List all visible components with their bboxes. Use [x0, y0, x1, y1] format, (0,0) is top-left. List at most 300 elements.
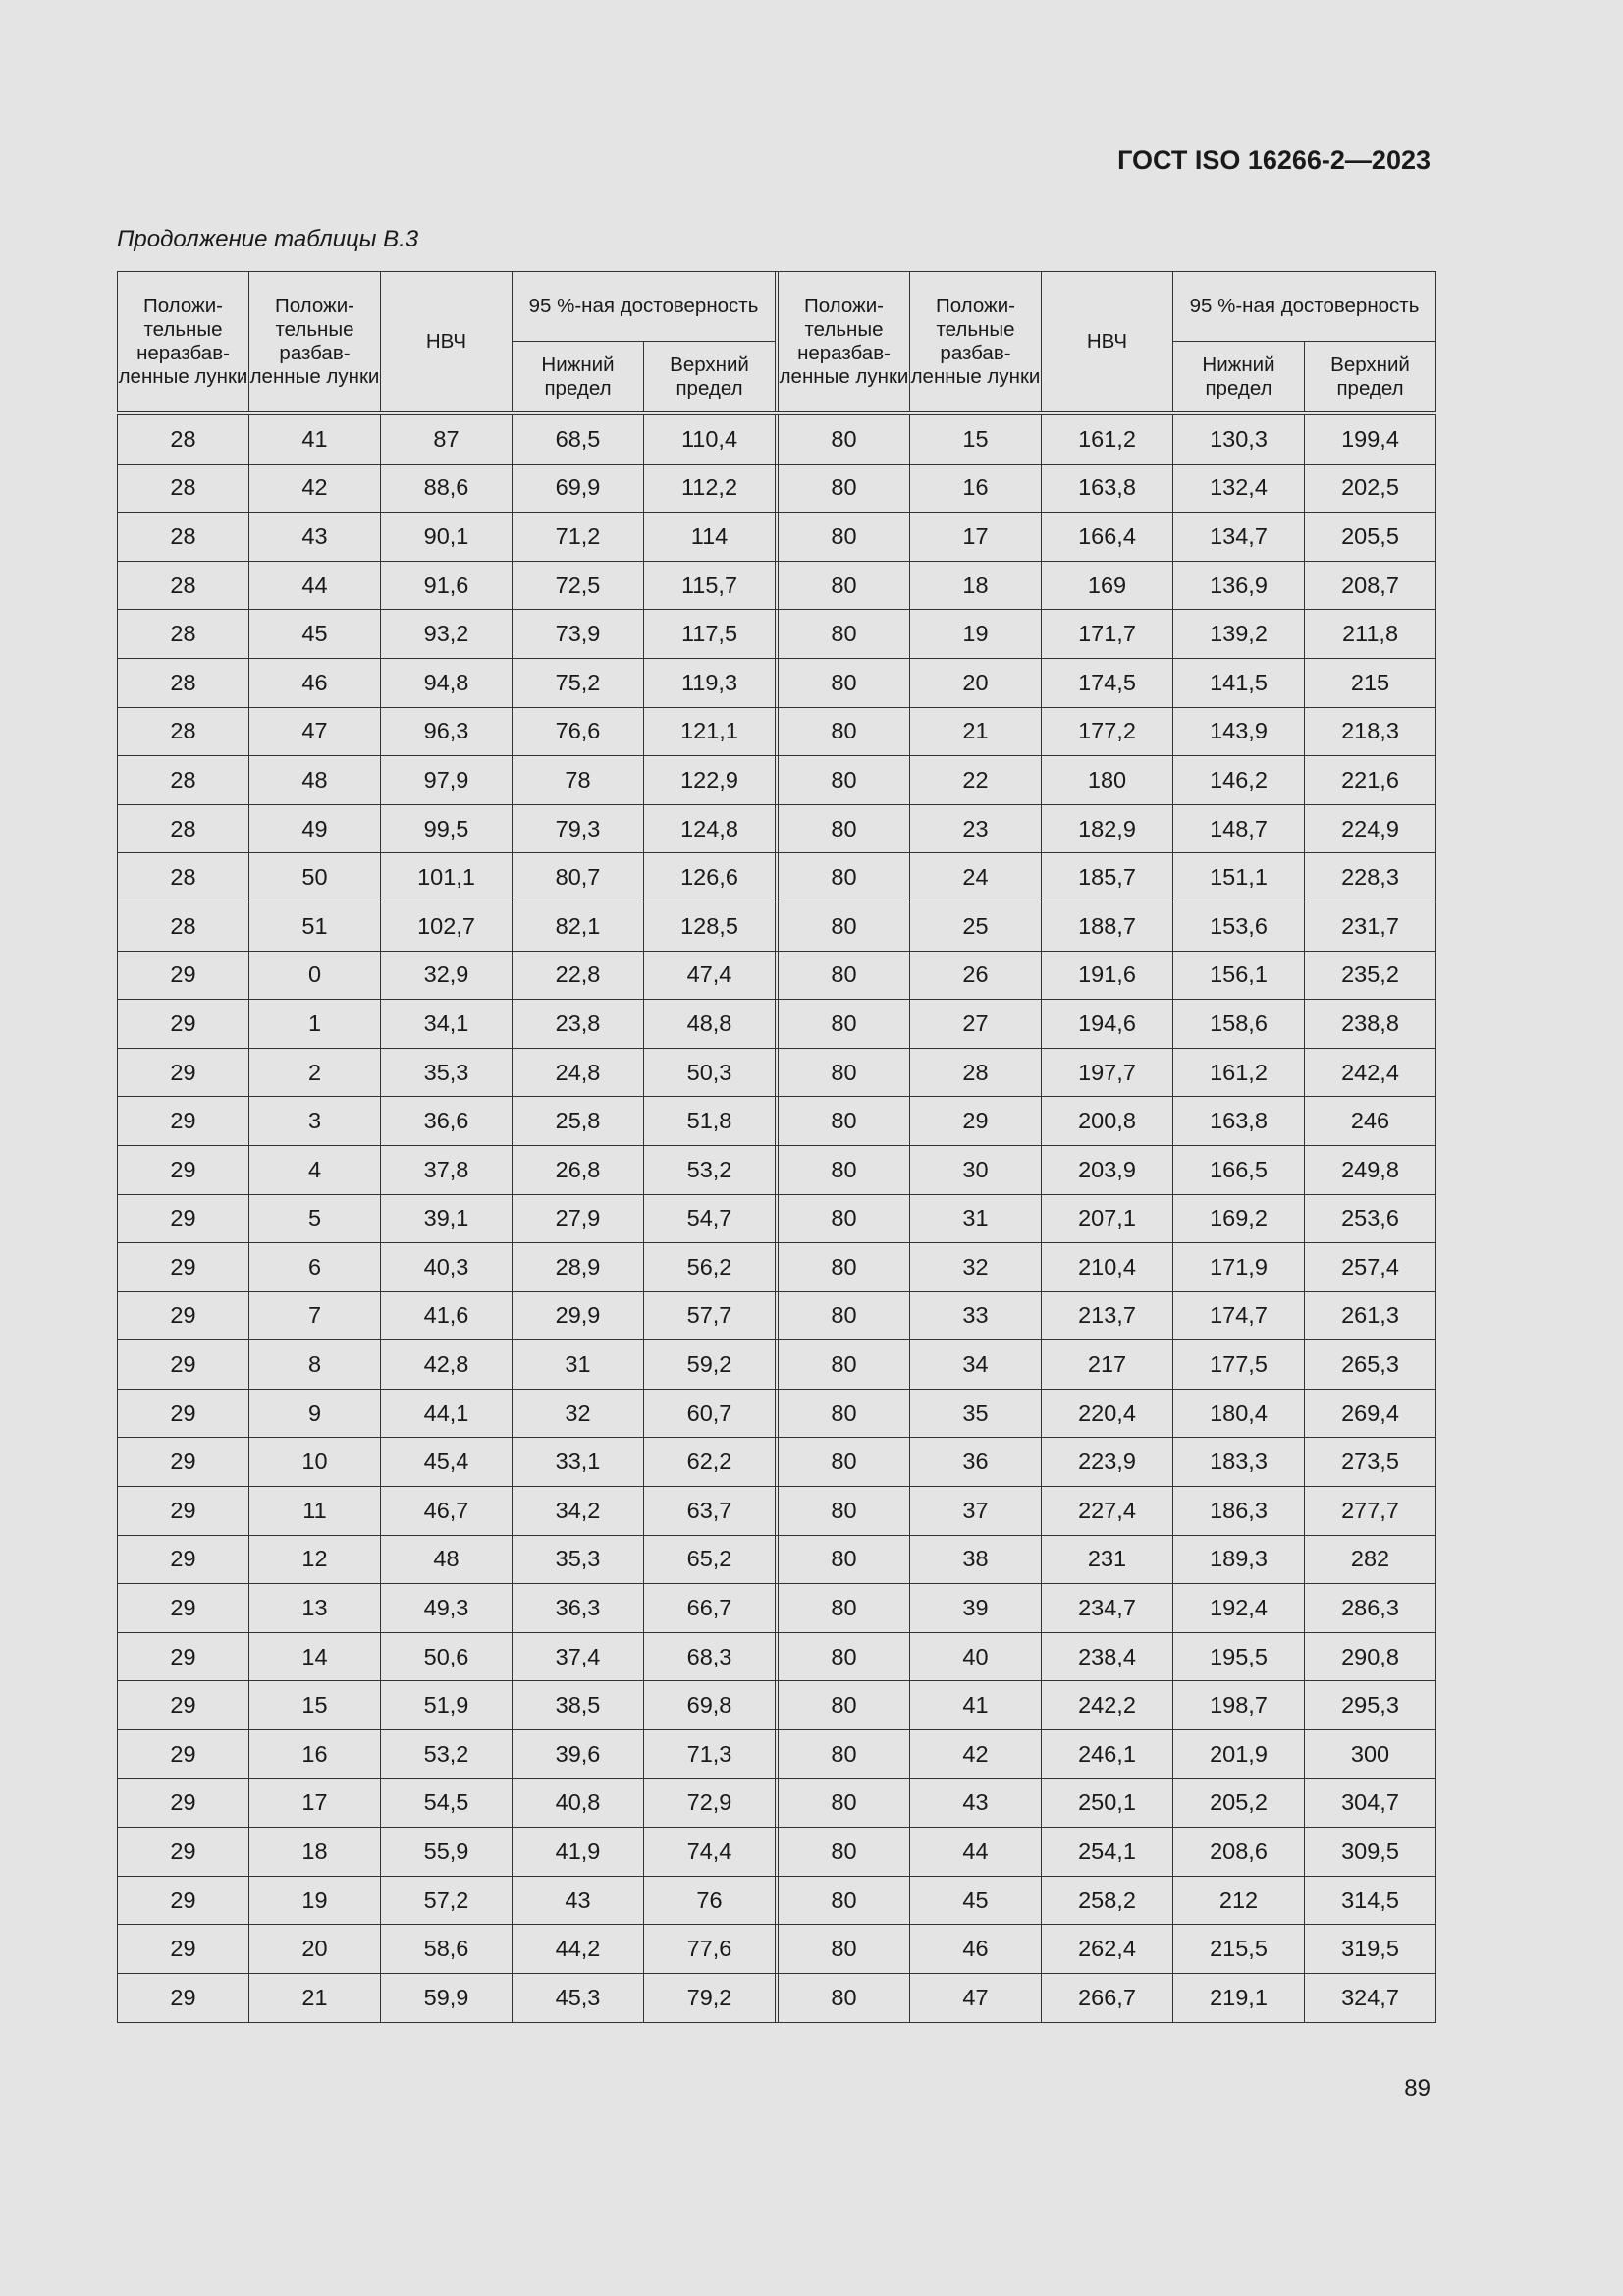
cell-upper-limit: 208,7 — [1305, 561, 1436, 610]
cell-positive-undiluted: 29 — [118, 1535, 249, 1584]
cell-mpn: 54,5 — [381, 1778, 513, 1828]
cell-positive-diluted: 33 — [910, 1291, 1042, 1340]
cell-positive-diluted: 5 — [249, 1194, 381, 1243]
header-lower-limit: Нижний предел — [1173, 342, 1305, 414]
cell-mpn: 49,3 — [381, 1584, 513, 1633]
cell-positive-diluted: 30 — [910, 1145, 1042, 1194]
cell-upper-limit: 50,3 — [644, 1048, 776, 1097]
cell-mpn: 93,2 — [381, 610, 513, 659]
cell-positive-diluted: 18 — [910, 561, 1042, 610]
table-row — [118, 1876, 1436, 1925]
cell-positive-undiluted: 28 — [118, 413, 249, 464]
cell-upper-limit: 74,4 — [644, 1828, 776, 1877]
cell-mpn: 46,7 — [381, 1487, 513, 1536]
cell-lower-limit: 146,2 — [1173, 756, 1305, 805]
cell-mpn: 96,3 — [381, 707, 513, 756]
cell-mpn: 57,2 — [381, 1876, 513, 1925]
cell-positive-diluted: 51 — [249, 902, 381, 951]
cell-positive-diluted: 20 — [910, 658, 1042, 707]
cell-lower-limit: 25,8 — [513, 1097, 644, 1146]
table-row — [118, 1778, 1436, 1828]
header-positive-diluted: Положи-тельные разбав-ленные лунки — [910, 272, 1042, 414]
cell-positive-undiluted: 80 — [779, 1389, 910, 1438]
cell-positive-diluted: 21 — [249, 1974, 381, 2023]
cell-positive-diluted: 13 — [249, 1584, 381, 1633]
cell-lower-limit: 153,6 — [1173, 902, 1305, 951]
cell-upper-limit: 77,6 — [644, 1925, 776, 1974]
document-header: ГОСТ ISO 16266-2—2023 — [1117, 145, 1431, 175]
table-row — [118, 756, 1436, 805]
cell-lower-limit: 79,3 — [513, 804, 644, 853]
table-row — [118, 1535, 1436, 1584]
cell-lower-limit: 40,8 — [513, 1778, 644, 1828]
cell-positive-diluted: 21 — [910, 707, 1042, 756]
cell-positive-diluted: 12 — [249, 1535, 381, 1584]
cell-positive-undiluted: 80 — [779, 853, 910, 902]
cell-lower-limit: 23,8 — [513, 1000, 644, 1049]
cell-lower-limit: 26,8 — [513, 1145, 644, 1194]
cell-lower-limit: 80,7 — [513, 853, 644, 902]
cell-positive-undiluted: 28 — [118, 902, 249, 951]
cell-upper-limit: 221,6 — [1305, 756, 1436, 805]
cell-mpn: 40,3 — [381, 1243, 513, 1292]
cell-lower-limit: 32 — [513, 1389, 644, 1438]
cell-mpn: 223,9 — [1042, 1438, 1173, 1487]
cell-upper-limit: 72,9 — [644, 1778, 776, 1828]
cell-lower-limit: 156,1 — [1173, 951, 1305, 1000]
cell-positive-diluted: 10 — [249, 1438, 381, 1487]
header-positive-diluted: Положи-тельные разбав-ленные лунки — [249, 272, 381, 414]
data-table — [117, 271, 1436, 2023]
cell-upper-limit: 119,3 — [644, 658, 776, 707]
table-row — [118, 1487, 1436, 1536]
cell-upper-limit: 269,4 — [1305, 1389, 1436, 1438]
cell-upper-limit: 114 — [644, 513, 776, 562]
cell-upper-limit: 231,7 — [1305, 902, 1436, 951]
cell-lower-limit: 148,7 — [1173, 804, 1305, 853]
header-confidence: 95 %-ная достоверность — [513, 272, 776, 342]
cell-lower-limit: 69,9 — [513, 464, 644, 513]
cell-positive-undiluted: 29 — [118, 1000, 249, 1049]
cell-positive-diluted: 48 — [249, 756, 381, 805]
cell-positive-undiluted: 29 — [118, 1584, 249, 1633]
cell-upper-limit: 65,2 — [644, 1535, 776, 1584]
table-row — [118, 902, 1436, 951]
cell-mpn: 194,6 — [1042, 1000, 1173, 1049]
cell-upper-limit: 66,7 — [644, 1584, 776, 1633]
cell-mpn: 200,8 — [1042, 1097, 1173, 1146]
table-row — [118, 513, 1436, 562]
table-row — [118, 1000, 1436, 1049]
cell-positive-undiluted: 29 — [118, 1097, 249, 1146]
cell-upper-limit: 290,8 — [1305, 1632, 1436, 1681]
cell-positive-undiluted: 29 — [118, 1048, 249, 1097]
cell-upper-limit: 117,5 — [644, 610, 776, 659]
cell-upper-limit: 128,5 — [644, 902, 776, 951]
cell-mpn: 59,9 — [381, 1974, 513, 2023]
cell-mpn: 35,3 — [381, 1048, 513, 1097]
cell-lower-limit: 31 — [513, 1340, 644, 1390]
cell-positive-undiluted: 80 — [779, 1828, 910, 1877]
table-row — [118, 561, 1436, 610]
cell-upper-limit: 126,6 — [644, 853, 776, 902]
cell-positive-undiluted: 29 — [118, 1925, 249, 1974]
cell-positive-diluted: 6 — [249, 1243, 381, 1292]
cell-lower-limit: 73,9 — [513, 610, 644, 659]
cell-mpn: 102,7 — [381, 902, 513, 951]
cell-mpn: 48 — [381, 1535, 513, 1584]
cell-lower-limit: 198,7 — [1173, 1681, 1305, 1730]
cell-positive-undiluted: 80 — [779, 1291, 910, 1340]
header-positive-undiluted: Положи-тельные неразбав-ленные лунки — [779, 272, 910, 414]
cell-upper-limit: 115,7 — [644, 561, 776, 610]
cell-positive-diluted: 27 — [910, 1000, 1042, 1049]
cell-positive-diluted: 16 — [910, 464, 1042, 513]
table-row — [118, 1243, 1436, 1292]
cell-mpn: 94,8 — [381, 658, 513, 707]
cell-lower-limit: 134,7 — [1173, 513, 1305, 562]
cell-positive-diluted: 11 — [249, 1487, 381, 1536]
cell-positive-undiluted: 80 — [779, 1487, 910, 1536]
cell-upper-limit: 304,7 — [1305, 1778, 1436, 1828]
cell-positive-diluted: 28 — [910, 1048, 1042, 1097]
cell-positive-undiluted: 28 — [118, 561, 249, 610]
cell-upper-limit: 110,4 — [644, 413, 776, 464]
cell-upper-limit: 261,3 — [1305, 1291, 1436, 1340]
cell-positive-undiluted: 80 — [779, 1925, 910, 1974]
cell-upper-limit: 63,7 — [644, 1487, 776, 1536]
cell-positive-undiluted: 80 — [779, 1340, 910, 1390]
cell-mpn: 185,7 — [1042, 853, 1173, 902]
header-upper-limit: Верхний предел — [1305, 342, 1436, 414]
cell-positive-diluted: 44 — [910, 1828, 1042, 1877]
cell-upper-limit: 79,2 — [644, 1974, 776, 2023]
cell-positive-diluted: 45 — [910, 1876, 1042, 1925]
cell-mpn: 254,1 — [1042, 1828, 1173, 1877]
cell-lower-limit: 161,2 — [1173, 1048, 1305, 1097]
cell-positive-undiluted: 29 — [118, 1291, 249, 1340]
cell-positive-diluted: 35 — [910, 1389, 1042, 1438]
cell-positive-diluted: 37 — [910, 1487, 1042, 1536]
cell-positive-undiluted: 28 — [118, 804, 249, 853]
cell-lower-limit: 68,5 — [513, 413, 644, 464]
cell-upper-limit: 319,5 — [1305, 1925, 1436, 1974]
cell-mpn: 182,9 — [1042, 804, 1173, 853]
cell-positive-undiluted: 80 — [779, 804, 910, 853]
cell-positive-diluted: 50 — [249, 853, 381, 902]
cell-positive-undiluted: 29 — [118, 951, 249, 1000]
header-lower-limit: Нижний предел — [513, 342, 644, 414]
cell-positive-diluted: 40 — [910, 1632, 1042, 1681]
cell-mpn: 174,5 — [1042, 658, 1173, 707]
cell-upper-limit: 253,6 — [1305, 1194, 1436, 1243]
table-row — [118, 1389, 1436, 1438]
cell-positive-diluted: 17 — [249, 1778, 381, 1828]
cell-upper-limit: 60,7 — [644, 1389, 776, 1438]
cell-upper-limit: 124,8 — [644, 804, 776, 853]
cell-upper-limit: 56,2 — [644, 1243, 776, 1292]
table-row — [118, 1194, 1436, 1243]
cell-positive-diluted: 38 — [910, 1535, 1042, 1584]
cell-mpn: 203,9 — [1042, 1145, 1173, 1194]
cell-positive-undiluted: 80 — [779, 1778, 910, 1828]
cell-positive-undiluted: 80 — [779, 561, 910, 610]
cell-lower-limit: 75,2 — [513, 658, 644, 707]
table-row — [118, 951, 1436, 1000]
cell-lower-limit: 22,8 — [513, 951, 644, 1000]
cell-positive-undiluted: 29 — [118, 1389, 249, 1438]
cell-mpn: 234,7 — [1042, 1584, 1173, 1633]
cell-lower-limit: 139,2 — [1173, 610, 1305, 659]
header-upper-limit: Верхний предел — [644, 342, 776, 414]
cell-positive-diluted: 1 — [249, 1000, 381, 1049]
cell-positive-diluted: 49 — [249, 804, 381, 853]
cell-lower-limit: 38,5 — [513, 1681, 644, 1730]
cell-mpn: 177,2 — [1042, 707, 1173, 756]
cell-positive-diluted: 18 — [249, 1828, 381, 1877]
table-row — [118, 1438, 1436, 1487]
cell-positive-undiluted: 80 — [779, 1876, 910, 1925]
cell-lower-limit: 212 — [1173, 1876, 1305, 1925]
page-number: 89 — [1404, 2075, 1431, 2102]
cell-positive-diluted: 19 — [249, 1876, 381, 1925]
cell-positive-diluted: 2 — [249, 1048, 381, 1097]
cell-mpn: 37,8 — [381, 1145, 513, 1194]
cell-mpn: 191,6 — [1042, 951, 1173, 1000]
cell-positive-undiluted: 28 — [118, 756, 249, 805]
table-row — [118, 853, 1436, 902]
cell-lower-limit: 130,3 — [1173, 413, 1305, 464]
cell-upper-limit: 51,8 — [644, 1097, 776, 1146]
cell-positive-diluted: 17 — [910, 513, 1042, 562]
cell-positive-diluted: 47 — [910, 1974, 1042, 2023]
cell-upper-limit: 295,3 — [1305, 1681, 1436, 1730]
cell-upper-limit: 62,2 — [644, 1438, 776, 1487]
cell-positive-undiluted: 29 — [118, 1145, 249, 1194]
cell-positive-diluted: 23 — [910, 804, 1042, 853]
table-row — [118, 1828, 1436, 1877]
cell-positive-undiluted: 80 — [779, 756, 910, 805]
cell-lower-limit: 33,1 — [513, 1438, 644, 1487]
cell-upper-limit: 121,1 — [644, 707, 776, 756]
table-row — [118, 1048, 1436, 1097]
cell-upper-limit: 246 — [1305, 1097, 1436, 1146]
header-mpn: НВЧ — [1042, 272, 1173, 414]
cell-mpn: 171,7 — [1042, 610, 1173, 659]
cell-mpn: 51,9 — [381, 1681, 513, 1730]
cell-lower-limit: 28,9 — [513, 1243, 644, 1292]
cell-lower-limit: 171,9 — [1173, 1243, 1305, 1292]
cell-mpn: 258,2 — [1042, 1876, 1173, 1925]
cell-positive-diluted: 8 — [249, 1340, 381, 1390]
table-row — [118, 413, 1436, 464]
cell-lower-limit: 141,5 — [1173, 658, 1305, 707]
cell-positive-undiluted: 29 — [118, 1438, 249, 1487]
table-row — [118, 707, 1436, 756]
cell-positive-undiluted: 28 — [118, 658, 249, 707]
cell-mpn: 32,9 — [381, 951, 513, 1000]
cell-upper-limit: 265,3 — [1305, 1340, 1436, 1390]
cell-positive-undiluted: 80 — [779, 1535, 910, 1584]
cell-mpn: 41,6 — [381, 1291, 513, 1340]
cell-upper-limit: 277,7 — [1305, 1487, 1436, 1536]
cell-positive-diluted: 20 — [249, 1925, 381, 1974]
table-row — [118, 464, 1436, 513]
cell-positive-undiluted: 28 — [118, 853, 249, 902]
cell-mpn: 210,4 — [1042, 1243, 1173, 1292]
cell-positive-diluted: 41 — [249, 413, 381, 464]
cell-positive-diluted: 4 — [249, 1145, 381, 1194]
cell-upper-limit: 273,5 — [1305, 1438, 1436, 1487]
cell-lower-limit: 76,6 — [513, 707, 644, 756]
cell-upper-limit: 68,3 — [644, 1632, 776, 1681]
table-row — [118, 610, 1436, 659]
cell-positive-diluted: 31 — [910, 1194, 1042, 1243]
cell-upper-limit: 76 — [644, 1876, 776, 1925]
cell-mpn: 97,9 — [381, 756, 513, 805]
cell-positive-undiluted: 29 — [118, 1974, 249, 2023]
cell-lower-limit: 158,6 — [1173, 1000, 1305, 1049]
cell-positive-undiluted: 80 — [779, 1097, 910, 1146]
cell-mpn: 227,4 — [1042, 1487, 1173, 1536]
cell-lower-limit: 24,8 — [513, 1048, 644, 1097]
header-mpn: НВЧ — [381, 272, 513, 414]
cell-positive-undiluted: 80 — [779, 1438, 910, 1487]
cell-positive-diluted: 15 — [910, 413, 1042, 464]
cell-lower-limit: 27,9 — [513, 1194, 644, 1243]
cell-upper-limit: 218,3 — [1305, 707, 1436, 756]
table-row — [118, 1632, 1436, 1681]
cell-mpn: 188,7 — [1042, 902, 1173, 951]
table-row — [118, 1730, 1436, 1779]
cell-lower-limit: 136,9 — [1173, 561, 1305, 610]
cell-positive-diluted: 41 — [910, 1681, 1042, 1730]
cell-positive-undiluted: 29 — [118, 1730, 249, 1779]
cell-lower-limit: 36,3 — [513, 1584, 644, 1633]
cell-lower-limit: 39,6 — [513, 1730, 644, 1779]
cell-positive-diluted: 43 — [249, 513, 381, 562]
cell-positive-undiluted: 80 — [779, 413, 910, 464]
cell-mpn: 39,1 — [381, 1194, 513, 1243]
cell-upper-limit: 122,9 — [644, 756, 776, 805]
cell-positive-undiluted: 29 — [118, 1778, 249, 1828]
table-row — [118, 1974, 1436, 2023]
cell-upper-limit: 228,3 — [1305, 853, 1436, 902]
cell-positive-undiluted: 28 — [118, 707, 249, 756]
cell-mpn: 220,4 — [1042, 1389, 1173, 1438]
cell-mpn: 42,8 — [381, 1340, 513, 1390]
cell-upper-limit: 47,4 — [644, 951, 776, 1000]
cell-positive-diluted: 43 — [910, 1778, 1042, 1828]
cell-positive-undiluted: 80 — [779, 1974, 910, 2023]
cell-lower-limit: 186,3 — [1173, 1487, 1305, 1536]
cell-lower-limit: 219,1 — [1173, 1974, 1305, 2023]
cell-positive-undiluted: 80 — [779, 1000, 910, 1049]
cell-lower-limit: 78 — [513, 756, 644, 805]
cell-positive-undiluted: 80 — [779, 1584, 910, 1633]
cell-upper-limit: 69,8 — [644, 1681, 776, 1730]
cell-positive-undiluted: 80 — [779, 1243, 910, 1292]
table-caption: Продолжение таблицы В.3 — [117, 226, 419, 252]
cell-lower-limit: 35,3 — [513, 1535, 644, 1584]
cell-upper-limit: 199,4 — [1305, 413, 1436, 464]
header-positive-undiluted: Положи-тельные неразбав-ленные лунки — [118, 272, 249, 414]
table-row — [118, 1681, 1436, 1730]
cell-positive-diluted: 42 — [910, 1730, 1042, 1779]
cell-lower-limit: 201,9 — [1173, 1730, 1305, 1779]
cell-mpn: 266,7 — [1042, 1974, 1173, 2023]
cell-mpn: 50,6 — [381, 1632, 513, 1681]
cell-mpn: 231 — [1042, 1535, 1173, 1584]
cell-positive-undiluted: 80 — [779, 1632, 910, 1681]
cell-positive-undiluted: 80 — [779, 513, 910, 562]
cell-upper-limit: 202,5 — [1305, 464, 1436, 513]
cell-positive-diluted: 3 — [249, 1097, 381, 1146]
cell-positive-undiluted: 80 — [779, 707, 910, 756]
cell-positive-diluted: 29 — [910, 1097, 1042, 1146]
cell-mpn: 262,4 — [1042, 1925, 1173, 1974]
cell-positive-diluted: 14 — [249, 1632, 381, 1681]
cell-positive-diluted: 45 — [249, 610, 381, 659]
cell-positive-undiluted: 29 — [118, 1632, 249, 1681]
cell-lower-limit: 41,9 — [513, 1828, 644, 1877]
cell-upper-limit: 71,3 — [644, 1730, 776, 1779]
cell-lower-limit: 177,5 — [1173, 1340, 1305, 1390]
cell-positive-diluted: 25 — [910, 902, 1042, 951]
cell-upper-limit: 314,5 — [1305, 1876, 1436, 1925]
header-confidence: 95 %-ная достоверность — [1173, 272, 1436, 342]
cell-upper-limit: 242,4 — [1305, 1048, 1436, 1097]
cell-lower-limit: 34,2 — [513, 1487, 644, 1536]
cell-mpn: 213,7 — [1042, 1291, 1173, 1340]
cell-positive-diluted: 46 — [910, 1925, 1042, 1974]
cell-lower-limit: 208,6 — [1173, 1828, 1305, 1877]
cell-positive-undiluted: 29 — [118, 1340, 249, 1390]
cell-upper-limit: 112,2 — [644, 464, 776, 513]
cell-positive-undiluted: 29 — [118, 1194, 249, 1243]
cell-lower-limit: 82,1 — [513, 902, 644, 951]
cell-positive-diluted: 42 — [249, 464, 381, 513]
cell-positive-diluted: 19 — [910, 610, 1042, 659]
cell-mpn: 161,2 — [1042, 413, 1173, 464]
cell-lower-limit: 151,1 — [1173, 853, 1305, 902]
cell-upper-limit: 54,7 — [644, 1194, 776, 1243]
cell-positive-undiluted: 80 — [779, 610, 910, 659]
cell-mpn: 166,4 — [1042, 513, 1173, 562]
cell-positive-undiluted: 29 — [118, 1876, 249, 1925]
cell-positive-undiluted: 29 — [118, 1681, 249, 1730]
cell-positive-undiluted: 80 — [779, 1048, 910, 1097]
cell-positive-diluted: 22 — [910, 756, 1042, 805]
cell-upper-limit: 53,2 — [644, 1145, 776, 1194]
cell-positive-diluted: 36 — [910, 1438, 1042, 1487]
cell-upper-limit: 249,8 — [1305, 1145, 1436, 1194]
table-header — [118, 272, 1436, 414]
cell-upper-limit: 48,8 — [644, 1000, 776, 1049]
cell-mpn: 163,8 — [1042, 464, 1173, 513]
cell-lower-limit: 180,4 — [1173, 1389, 1305, 1438]
cell-positive-diluted: 44 — [249, 561, 381, 610]
cell-positive-undiluted: 28 — [118, 513, 249, 562]
cell-lower-limit: 169,2 — [1173, 1194, 1305, 1243]
cell-lower-limit: 72,5 — [513, 561, 644, 610]
cell-positive-undiluted: 80 — [779, 902, 910, 951]
cell-lower-limit: 205,2 — [1173, 1778, 1305, 1828]
cell-upper-limit: 211,8 — [1305, 610, 1436, 659]
cell-lower-limit: 45,3 — [513, 1974, 644, 2023]
cell-positive-undiluted: 28 — [118, 610, 249, 659]
cell-upper-limit: 309,5 — [1305, 1828, 1436, 1877]
